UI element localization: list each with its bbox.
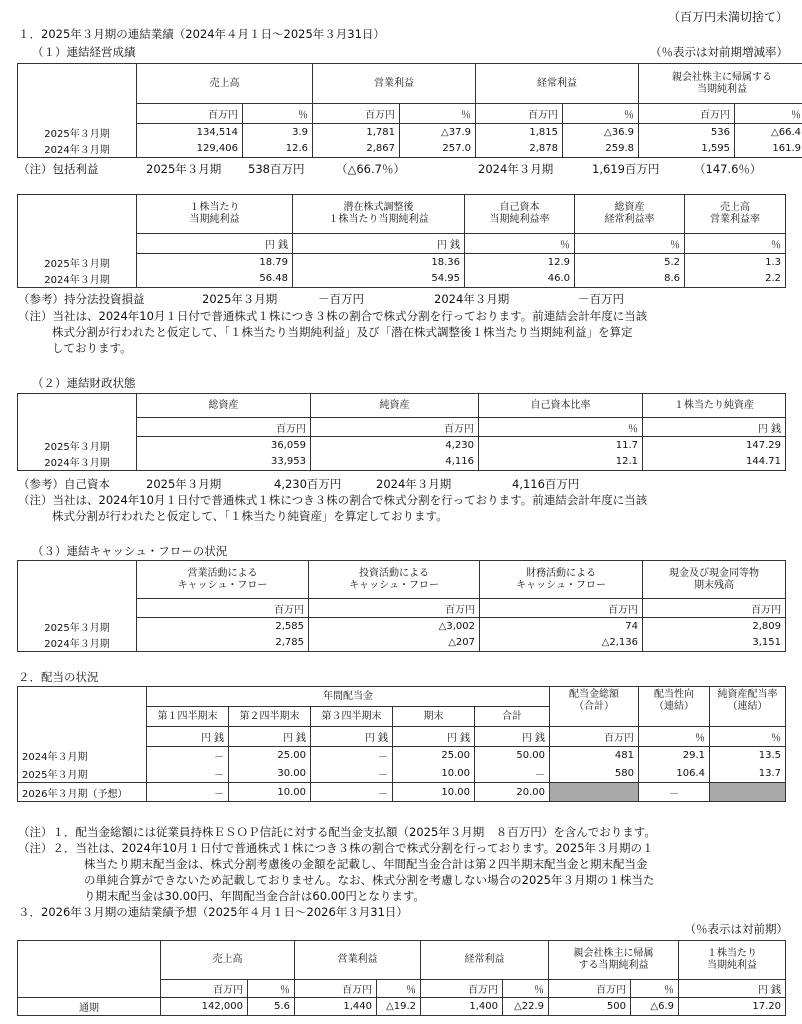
subsection-1-title: （１）連結経営成績 [32,45,136,59]
unit-cell: ％ [400,104,476,124]
col-eps: １株当たり 当期純利益 [137,195,293,234]
row-label: 2025年３月期 [18,618,137,635]
unit-cell: ％ [735,104,802,124]
split-note-1: （注）当社は、2024年10月１日付で普通株式１株につき３株の割合で株式分割を行っております。前連結会計年度に当該 株式分割が行われたと仮定して、「１株当たり当期純利益」及び「潜在株式調整後１株当たり当期純利益」を算定 しております。 [18,309,648,355]
col-total-assets: 総資産 [137,394,311,418]
section-3-title: ３．2026年３月期の連結業績予想（2025年４月１日～2026年３月31日） [18,905,408,919]
forecast-table [17,940,786,1016]
unit-cell: 百万円 [549,980,631,998]
unit-cell: ％ [639,727,710,747]
unit-cell: ％ [243,104,313,124]
col-operating-profit: 営業利益 [313,64,476,104]
unit-cell: 百万円 [311,418,479,437]
col-eps: １株当たり 当期純利益 [679,941,786,980]
unit-cell: 円 銭 [393,727,475,747]
unit-cell: 円 銭 [137,234,293,254]
operating-results-table [17,63,802,158]
col-equity-ratio: 自己資本比率 [479,394,643,418]
row-label: 2024年３月期 [18,141,137,158]
table-row: 2024年３月期 56.48 54.95 46.0 8.6 2.2 [18,271,786,288]
unit-cell: 百万円 [476,104,563,124]
col-total: 合計 [475,707,550,727]
table-row: 2024年３月期 33,953 4,116 12.1 144.71 [18,454,786,471]
col-net-assets: 純資産 [311,394,479,418]
unit-cell: 円 銭 [147,727,229,747]
dividend-table [17,686,786,802]
unit-cell: 円 銭 [679,980,786,998]
col-diluted-eps: 潜在株式調整後 １株当たり当期純利益 [293,195,465,234]
pct-note: （％表示は対前期増減率） [650,45,788,59]
financial-position-table [17,393,786,471]
unit-note: （百万円未満切捨て） [667,10,788,24]
section-1-title: １．2025年３月期の連結業績（2024年４月１日～2025年３月31日） [18,27,385,41]
equity-method-note: （参考）持分法投資損益 2025年３月期 －百万円 2024年３月期 －百万円 [18,292,624,306]
unit-cell: 百万円 [639,104,735,124]
subsection-3-title: （３）連結キャッシュ・フローの状況 [32,544,228,558]
unit-cell: ％ [479,418,643,437]
col-ordinary-profit: 経常利益 [421,941,549,980]
table-row: 2025年３月期 134,514 3.9 1,781 △37.9 1,815 △36.9 536 △66.4 [18,124,802,141]
unit-cell: ％ [631,980,679,998]
unit-cell: 百万円 [309,599,480,618]
table-row: 通期 142,000 5.6 1,440 △19.2 1,400 △22.9 500 △6.9 17.20 [18,998,786,1016]
cash-flow-table [17,560,786,652]
col-financing-cf: 財務活動による キャッシュ・フロー [480,561,643,599]
col-doe: 純資産配当率 （連結） [710,687,786,727]
unit-cell: 百万円 [480,599,643,618]
col-year-end: 期末 [393,707,475,727]
table-row: 2025年３月期 2,585 △3,002 74 2,809 [18,618,786,635]
unit-cell: 円 銭 [643,418,786,437]
row-label: 2025年３月期 [18,765,147,783]
unit-cell: 百万円 [137,418,311,437]
row-label: 2024年３月期 [18,635,137,652]
col-q1: 第１四半期末 [147,707,229,727]
row-label: 2024年３月期 [18,454,137,471]
col-operating-cf: 営業活動による キャッシュ・フロー [137,561,309,599]
split-note-2: （注）当社は、2024年10月１日付で普通株式１株につき３株の割合で株式分割を行っております。前連結会計年度に当該 株式分割が行われたと仮定して、「１株当たり純資産」を算定しております。 [18,493,648,523]
annual-dividend-header: 年間配当金 [147,687,550,707]
col-q3: 第３四半期末 [311,707,393,727]
col-total-dividend: 配当金総額 （合計） [550,687,639,727]
row-label: 2026年３月期（予想） [18,783,147,802]
col-sales: 売上高 [161,941,295,980]
unit-cell: 百万円 [313,104,400,124]
row-label: 通期 [18,998,161,1016]
equity-capital-note: （参考）自己資本 2025年３月期 4,230百万円 2024年３月期 4,116百万円 [18,477,580,491]
col-q2: 第２四半期末 [229,707,311,727]
unit-cell: 円 銭 [475,727,550,747]
section-2-title: ２．配当の状況 [18,670,99,684]
table-row: 2024年３月期 129,406 12.6 2,867 257.0 2,878 259.8 1,595 161.9 [18,141,802,158]
unit-cell: 円 銭 [311,727,393,747]
unit-cell: 百万円 [137,104,243,124]
dividend-notes: （注）１．配当金総額には従業員持株ＥＳＯＰ信託に対する配当金支払額（2025年３月期 ８百万円）を含んでおります。 （注）２．当社は、2024年10月１日付で普通株式１株につき３株の割合で株式分割を行っております。2025年３月期の１ 株当たり期末配当金は、株式分割考慮後の金額を記載し、年間配当金合計は第２四半期末配当金と期末配当金 の単純合算ができないため記載しておりません。なお、株式分割を考慮しない場合の2025年３月期の１株当た り期末配当金は30.00円、年間配当金合計は60.00円となります。 [18,825,656,903]
unit-cell: ％ [685,234,786,254]
col-operating-profit: 営業利益 [295,941,421,980]
per-share-table [17,194,786,288]
table-row: 2025年３月期 － 30.00 － 10.00 － 580 106.4 13.7 [18,765,786,783]
subsection-2-title: （２）連結財政状態 [32,376,136,390]
col-ordinary-profit: 経常利益 [476,64,639,104]
comprehensive-income-note: （注）包括利益 2025年３月期 538百万円 （△66.7％） 2024年３月期 1,619百万円 （147.6％） [18,162,762,176]
table-row: 2024年３月期 2,785 △207 △2,136 3,151 [18,635,786,652]
col-bps: １株当たり純資産 [643,394,786,418]
col-net-income: 親会社株主に帰属する 当期純利益 [639,64,802,104]
row-label: 2024年３月期 [18,271,137,288]
table-row: 2026年３月期（予想） － 10.00 － 10.00 20.00 － [18,783,786,802]
unit-cell: ％ [575,234,685,254]
unit-cell: 円 銭 [293,234,465,254]
col-operating-margin: 売上高 営業利益率 [685,195,786,234]
unit-cell: ％ [503,980,549,998]
unit-cell: ％ [465,234,575,254]
col-payout-ratio: 配当性向 （連結） [639,687,710,727]
unit-cell: 円 銭 [229,727,311,747]
unit-cell: ％ [377,980,421,998]
col-investing-cf: 投資活動による キャッシュ・フロー [309,561,480,599]
unit-cell: ％ [248,980,295,998]
unit-cell: ％ [563,104,639,124]
unit-cell: 百万円 [295,980,377,998]
shaded-cell [550,783,639,802]
unit-cell: 百万円 [643,599,786,618]
row-label: 2024年３月期 [18,747,147,765]
row-label: 2025年３月期 [18,437,137,454]
shaded-cell [710,783,786,802]
table-row: 2025年３月期 36,059 4,230 11.7 147.29 [18,437,786,454]
unit-cell: ％ [710,727,786,747]
forecast-pct-note: （％表示は対前期） [684,922,788,936]
unit-cell: 百万円 [550,727,639,747]
unit-cell: 百万円 [421,980,503,998]
col-roa: 総資産 経常利益率 [575,195,685,234]
col-sales: 売上高 [137,64,313,104]
table-row: 2024年３月期 － 25.00 － 25.00 50.00 481 29.1 13.5 [18,747,786,765]
col-roe: 自己資本 当期純利益率 [465,195,575,234]
col-cash-end: 現金及び現金同等物 期末残高 [643,561,786,599]
table-row: 2025年３月期 18.79 18.36 12.9 5.2 1.3 [18,254,786,271]
col-net-income: 親会社株主に帰属 する当期純利益 [549,941,679,980]
unit-cell: 百万円 [161,980,248,998]
unit-cell: 百万円 [137,599,309,618]
row-label: 2025年３月期 [18,254,137,271]
row-label: 2025年３月期 [18,124,137,141]
